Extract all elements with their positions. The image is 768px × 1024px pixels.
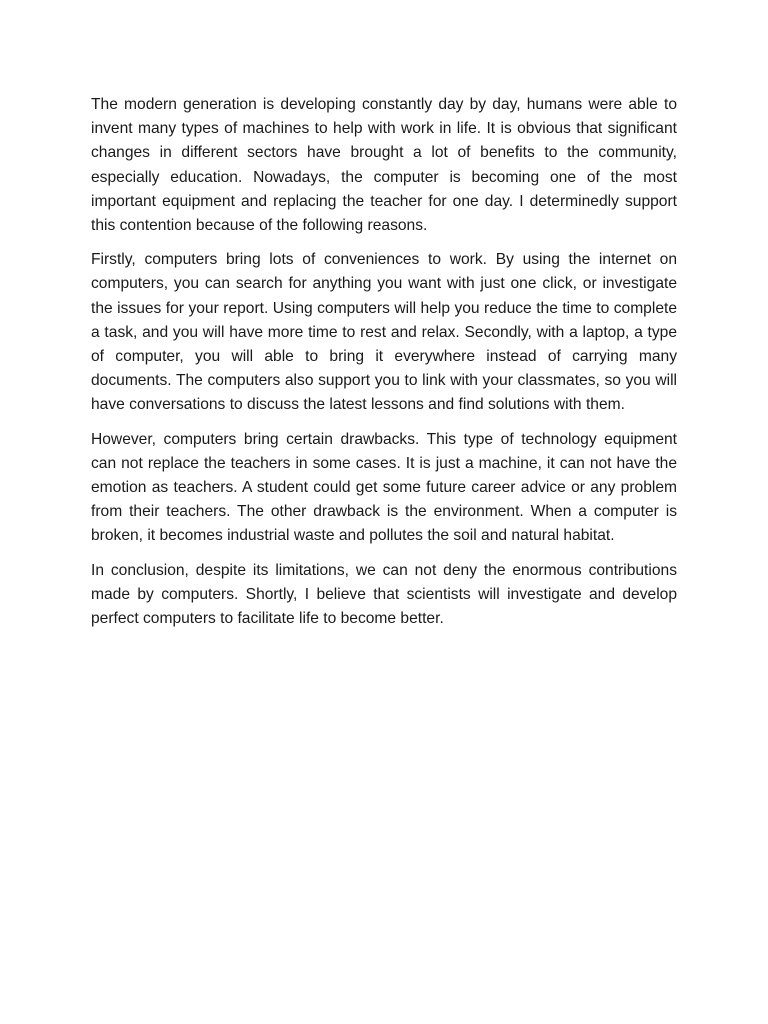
paragraph-drawbacks: However, computers bring certain drawbacks. This type of technology equipment can not replace the teachers in some cases. It is just a machine, it can not have the emotion as teachers. A student could get some future career advice or any problem from their teachers. The other drawback is the environment. When a computer is broken, it becomes industrial waste and pollutes the soil and natural habitat. bbox=[91, 430, 677, 545]
essay-body bbox=[91, 93, 677, 641]
paragraph-conclusion: In conclusion, despite its limitations, we can not deny the enormous contributions made by computers. Shortly, I believe that scientists will investigate and develop perfect computers to facilitate life to become better. bbox=[91, 561, 677, 628]
paragraph-introduction: The modern generation is developing constantly day by day, humans were able to invent many types of machines to help with work in life. It is obvious that significant changes in different sectors have brought a lot of benefits to the community, especially education. Nowadays, the computer is becoming one of the most important equipment and replacing the teacher for one day. I determinedly support this contention because of the following reasons. bbox=[91, 96, 677, 235]
paragraph-advantages: Firstly, computers bring lots of conveniences to work. By using the internet on computers, you can search for anything you want with just one click, or investigate the issues for your report. Using computers will help you reduce the time to complete a task, and you will have more time to rest and relax. Secondly, with a laptop, a type of computer, you will able to bring it everywhere instead of carrying many documents. The computers also support you to link with your classmates, so you will have conversations to discuss the latest lessons and find solutions with them. bbox=[91, 251, 677, 414]
